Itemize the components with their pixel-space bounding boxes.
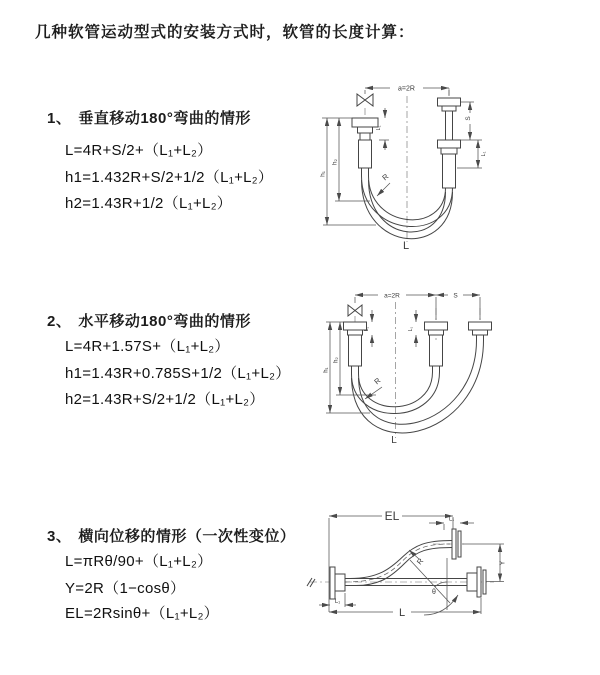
section-3-number: 3、	[47, 528, 72, 545]
section-3-title: 横向位移的情形（一次性变位）	[78, 528, 296, 545]
diagram-lateral-displacement	[298, 503, 598, 658]
section-2-heading	[47, 310, 251, 331]
hose-assembly	[352, 94, 461, 239]
section-1-heading	[47, 107, 251, 128]
formula-line: h1=1.432R+S/2+1/2（L₁+L₂）	[65, 169, 274, 186]
valve-icon	[357, 94, 373, 106]
section-2-number: 2、	[47, 313, 72, 330]
centerlines	[365, 85, 449, 242]
hose-assembly	[307, 529, 486, 599]
dim-label-l1-bottom: L₁	[334, 599, 341, 605]
dimensions	[320, 86, 488, 253]
section-1-title: 垂直移动180°弯曲的情形	[78, 110, 251, 127]
formula-line: L=4R+S/2+（L₁+L₂）	[65, 142, 213, 159]
dimensions	[319, 509, 507, 619]
hose-assembly	[344, 305, 492, 433]
formula-line: Y=2R（1−cosθ）	[65, 580, 186, 597]
formula-line: h2=1.43R+S/2+1/2（L₁+L₂）	[65, 391, 265, 408]
section-3-heading	[47, 525, 295, 546]
dim-label-l: L	[398, 607, 406, 619]
formula-line: L=πRθ/90+（L₁+L₂）	[65, 553, 213, 570]
dim-label-l1: L₁	[364, 326, 370, 332]
dim-label-a2r: a=2R	[384, 292, 400, 300]
radius-label: R	[380, 171, 391, 183]
formula-line: h1=1.43R+0.785S+1/2（L₁+L₂）	[65, 365, 291, 382]
section-2-title: 水平移动180°弯曲的情形	[78, 313, 251, 330]
dim-label-l1-right: L₁	[481, 151, 487, 157]
angle-label: θ	[432, 589, 436, 596]
centerlines	[355, 302, 480, 438]
dim-label-s: S	[465, 116, 472, 121]
dim-label-l: L	[402, 240, 410, 252]
dim-label-h1: h₁	[323, 367, 330, 373]
dim-label-l1-left: L₁	[376, 125, 382, 131]
dim-label-h1: h₁	[319, 171, 327, 177]
dim-label-s: S	[453, 292, 458, 300]
dim-label-h2: h₂	[331, 158, 339, 166]
dim-label-h2: h₂	[333, 357, 340, 363]
radius-label: R	[414, 556, 426, 567]
angle-construction	[410, 558, 458, 615]
dim-label-l1: L₁	[408, 326, 414, 332]
dim-label-l1-top: L₁	[448, 516, 455, 523]
diagram-horizontal-180-bend	[308, 282, 598, 452]
formula-line: L=4R+1.57S+（L₁+L₂）	[65, 338, 230, 355]
dim-label-a2r: a=2R	[398, 85, 415, 93]
dimensions	[324, 293, 481, 447]
valve-icon	[348, 305, 362, 316]
dim-label-el: EL	[384, 509, 400, 523]
dim-label-l: L	[391, 435, 397, 446]
dim-label-y: Y	[499, 560, 507, 566]
diagram-vertical-180-bend	[320, 76, 495, 256]
page-title: 几种软管运动型式的安装方式时，软管的长度计算：	[35, 24, 415, 41]
section-1-number: 1、	[47, 110, 72, 127]
formula-line: h2=1.43R+1/2（L₁+L₂）	[65, 195, 233, 212]
formula-line: EL=2Rsinθ+（L₁+L₂）	[65, 605, 219, 622]
centerline-break-mark	[307, 578, 315, 587]
radius-label: R	[372, 375, 383, 387]
